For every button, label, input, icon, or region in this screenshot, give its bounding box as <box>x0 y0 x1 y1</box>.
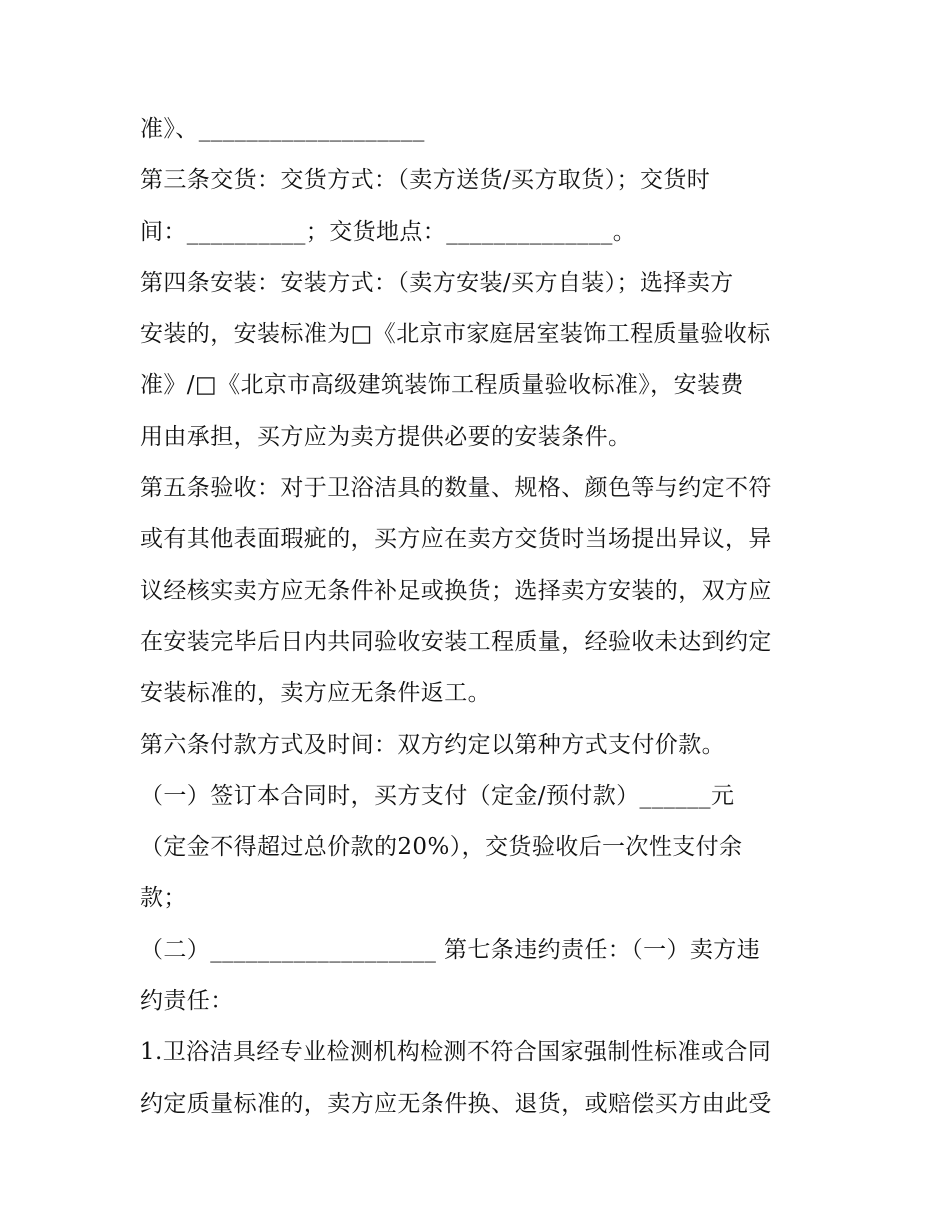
text-line: 准》/□《北京市高级建筑装饰工程质量验收标准》，安装费 <box>140 372 744 399</box>
text-line: 议经核实卖方应无条件补足或换货；选择卖方安装的，双方应 <box>140 577 772 604</box>
text-line: 安装的，安装标准为□《北京市家庭居室装饰工程质量验收标 <box>140 321 771 348</box>
text-line: 准》、___________________ <box>140 116 425 142</box>
text-line: 第五条验收：对于卫浴洁具的数量、规格、颜色等与约定不符 <box>140 475 772 502</box>
text-line: （一）签订本合同时，买方支付（定金/预付款）______元 <box>140 782 735 809</box>
text-line: 间：__________；交货地点：______________。 <box>140 218 637 245</box>
text-line: 约责任： <box>140 988 234 1015</box>
text-line: 在安装完毕后日内共同验收安装工程质量，经验收未达到约定 <box>140 628 772 655</box>
text-line: 1.卫浴洁具经专业检测机构检测不符合国家强制性标准或合同 <box>140 1039 772 1066</box>
text-line: （二）___________________ 第七条违约责任：（一）卖方违 <box>140 936 761 963</box>
text-line: 用由承担，买方应为卖方提供必要的安装条件。 <box>140 423 632 450</box>
text-line: 款； <box>140 885 187 912</box>
text-line: 第四条安装：安装方式：（卖方安装/买方自装）；选择卖方 <box>140 269 734 296</box>
text-line: （定金不得超过总价款的20%），交货验收后一次性支付余 <box>140 834 743 861</box>
text-line: 第六条付款方式及时间：双方约定以第种方式支付价款。 <box>140 731 725 758</box>
text-line: 或有其他表面瑕疵的，买方应在卖方交货时当场提出异议，异 <box>140 526 772 553</box>
text-line: 约定质量标准的，卖方应无条件换、退货，或赔偿买方由此受 <box>140 1090 772 1117</box>
text-line: 安装标准的，卖方应无条件返工。 <box>140 680 491 707</box>
text-line: 第三条交货：交货方式：（卖方送货/买方取货）；交货时 <box>140 167 711 194</box>
contract-body <box>140 104 820 1130</box>
